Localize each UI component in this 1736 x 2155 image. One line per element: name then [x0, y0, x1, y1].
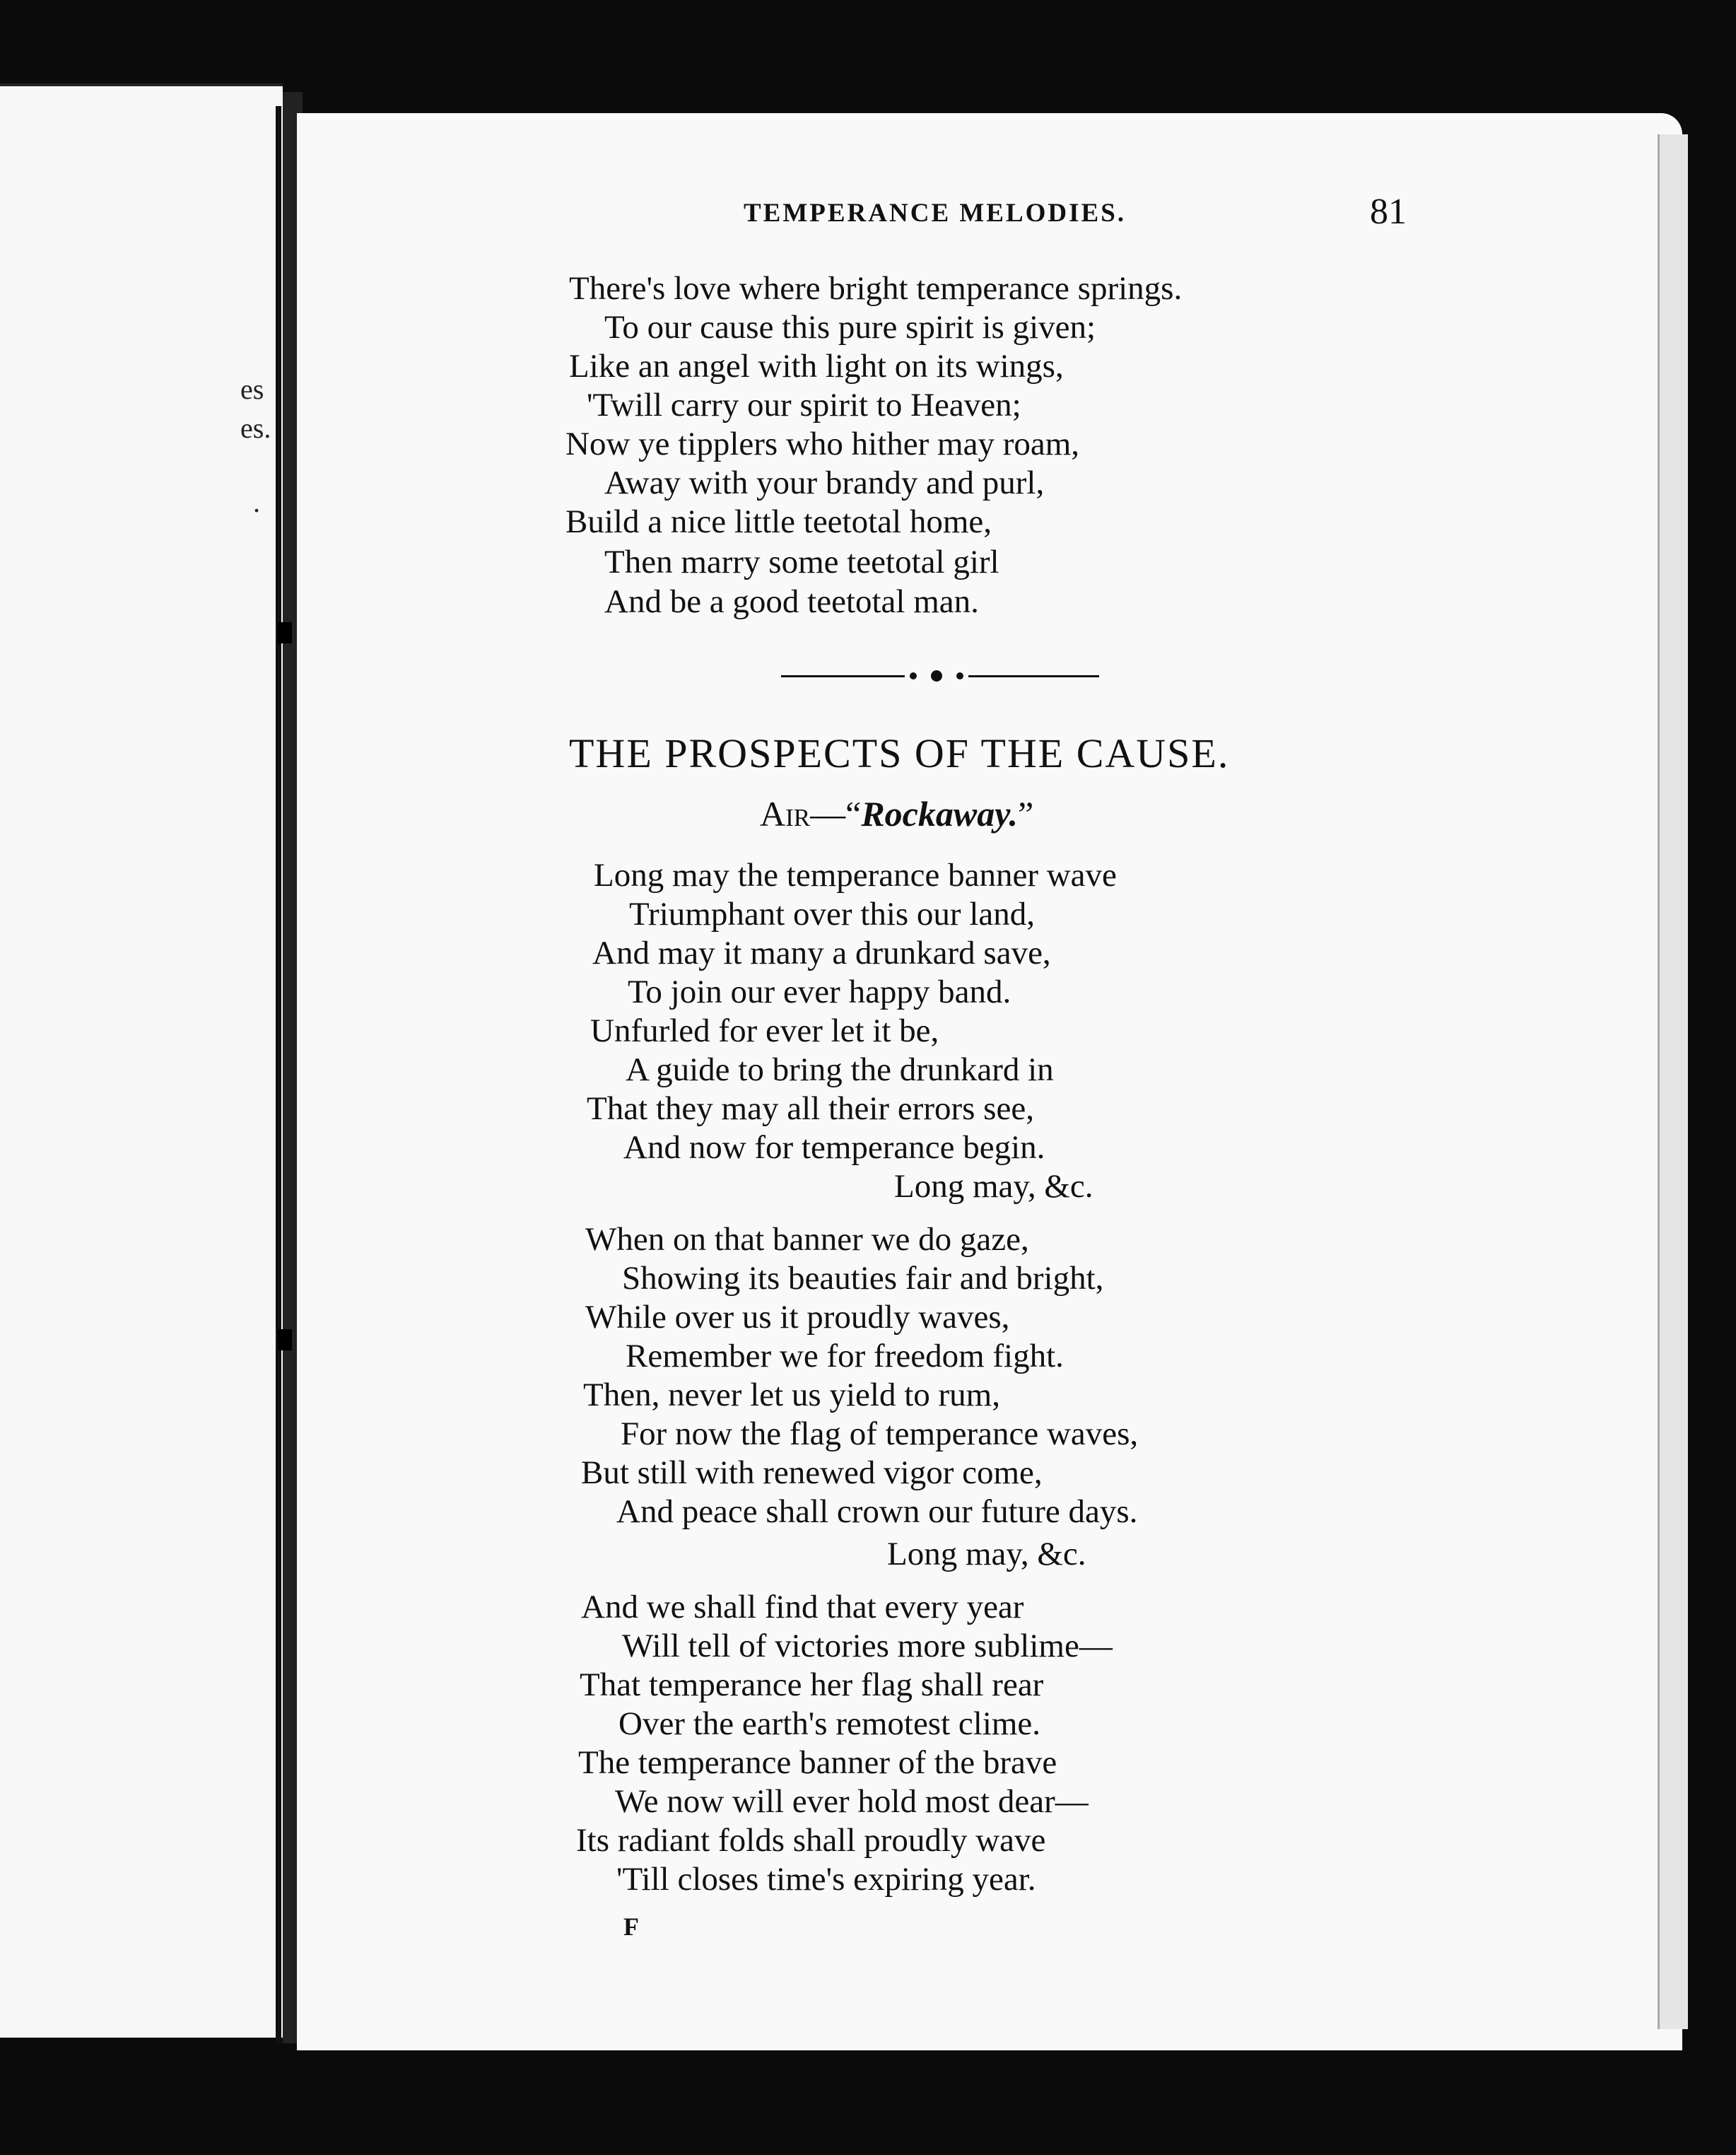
air-line — [760, 793, 1033, 834]
verse-line: That temperance her flag shall rear — [580, 1666, 1044, 1703]
left-page — [0, 83, 283, 2038]
air-tune: Rockaway. — [861, 794, 1019, 834]
verse-line: And now for temperance begin. — [623, 1129, 1045, 1166]
verse-line: That they may all their errors see, — [587, 1090, 1034, 1127]
verse-line: To our cause this pure spirit is given; — [604, 309, 1096, 346]
verse-line: While over us it proudly waves, — [585, 1299, 1010, 1336]
verse-line: And may it many a drunkard save, — [592, 935, 1051, 971]
running-head: TEMPERANCE MELODIES. — [744, 199, 1127, 228]
verse-line: For now the flag of temperance waves, — [621, 1415, 1139, 1452]
verse-line: Over the earth's remotest clime. — [618, 1705, 1041, 1742]
verse-line: 'Twill carry our spirit to Heaven; — [587, 387, 1021, 424]
page-edge — [1658, 134, 1688, 2029]
verse-line: Showing its beauties fair and bright, — [622, 1260, 1104, 1297]
verse-line: To join our ever happy band. — [628, 974, 1011, 1010]
ornamental-divider — [781, 672, 1099, 680]
verse-line: There's love where bright temperance springs. — [569, 270, 1183, 307]
signature-mark: F — [623, 1912, 639, 1941]
left-page-fragment: es. — [240, 412, 271, 444]
verse-line: The temperance banner of the brave — [578, 1744, 1057, 1781]
refrain-line: Long may, &c. — [887, 1536, 1086, 1572]
song-title: THE PROSPECTS OF THE CAUSE. — [569, 730, 1230, 776]
verse-line: Then, never let us yield to rum, — [583, 1377, 1000, 1413]
verse-line: We now will ever hold most dear— — [615, 1783, 1089, 1820]
verse-line: Long may the temperance banner wave — [594, 857, 1117, 894]
verse-line: Away with your brandy and purl, — [604, 465, 1045, 501]
air-label: Air — [760, 794, 811, 834]
verse-line: And peace shall crown our future days. — [616, 1493, 1138, 1530]
verse-line: Build a nice little teetotal home, — [565, 503, 992, 540]
verse-line: When on that banner we do gaze, — [585, 1221, 1029, 1258]
verse-line: A guide to bring the drunkard in — [626, 1051, 1054, 1088]
spine-mark — [278, 1329, 292, 1350]
verse-line: And be a good teetotal man. — [604, 583, 979, 620]
verse-line: Its radiant folds shall proudly wave — [576, 1822, 1046, 1859]
verse-line: Like an angel with light on its wings, — [569, 348, 1064, 385]
refrain-line: Long may, &c. — [894, 1168, 1093, 1205]
verse-line: Triumphant over this our land, — [629, 896, 1035, 933]
spine-mark — [278, 622, 292, 643]
verse-line: Then marry some teetotal girl — [604, 544, 999, 580]
verse-line: And we shall find that every year — [581, 1589, 1024, 1625]
verse-line: Remember we for freedom fight. — [626, 1338, 1064, 1374]
air-close-quote: ” — [1018, 794, 1034, 834]
verse-line: But still with renewed vigor come, — [581, 1454, 1043, 1491]
left-page-fragment: es — [240, 373, 264, 405]
verse-line: 'Till closes time's expiring year. — [616, 1861, 1036, 1898]
verse-line: Will tell of victories more sublime— — [622, 1628, 1113, 1664]
left-page-fragment: . — [253, 486, 260, 518]
air-dash: —“ — [810, 794, 862, 834]
verse-line: Unfurled for ever let it be, — [590, 1012, 939, 1049]
page-number: 81 — [1370, 192, 1407, 232]
spine-line — [276, 106, 281, 2043]
verse-line: Now ye tipplers who hither may roam, — [565, 426, 1080, 462]
